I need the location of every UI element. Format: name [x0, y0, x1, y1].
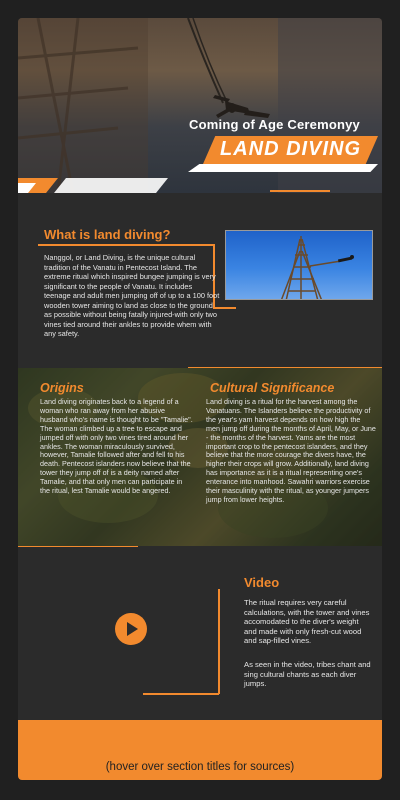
cultural-significance-heading[interactable]: Cultural Significance — [210, 381, 335, 395]
origins-heading[interactable]: Origins — [40, 381, 84, 395]
sources-hint: (hover over section titles for sources) — [105, 761, 295, 773]
divider-line — [218, 589, 220, 694]
tower-photo — [225, 230, 373, 300]
hero-subtitle: Coming of Age Ceremonyy — [189, 117, 360, 132]
origins-text: Land diving originates back to a legend of a woman who ran away from her abusive husband who's name is thought to be "Tamalie". The woman climbed up a tree to escape and jumped off with only two vines tired around her ankles. The woman miraculously survived, however, Tamalie followed after and fell to his death. Pentecost islanders now believe that the tower they jump off of is a deity named after Tamalie, and that only men can participate in the ritual, lest Tamalie would be angered. — [40, 397, 193, 496]
video-heading[interactable]: Video — [244, 575, 280, 590]
hero-banner — [18, 18, 382, 193]
what-is-heading[interactable]: What is land diving? — [44, 227, 171, 242]
video-text-2: As seen in the video, tribes chant and sing cultural chants as each diver jumps. — [244, 660, 371, 689]
divider-line — [143, 693, 219, 695]
footer-bar — [18, 720, 382, 780]
play-icon[interactable] — [115, 613, 147, 645]
cultural-significance-text: Land diving is a ritual for the harvest among the Vanatuans. The Islanders believe the productivity of the year's yam harvest depends on how high the men jump off during the months of April, May, or June - the months of the harvest. Yams are the most important crop to the pentecost islanders, and they believe that the more courage the divers have, the higher their crops will grow. Additionally, land diving has importance as it is a ritual representing one's enterance into manhood. Sawahri warriors exercise their masculinity with the ritual, as younger jumpers jump from lower heights. — [206, 397, 376, 504]
main-card — [18, 18, 382, 780]
video-text-1: The ritual requires very careful calculations, with the tower and vines accomodated to the diver's weight and made with only fresh-cut wood and sap-filled vines. — [244, 598, 370, 646]
what-is-text: Nanggol, or Land Diving, is the unique cultural tradition of the Vanatu in Pentecost Island. The extreme ritual which inspired bungee jumping is very significant to the people of Vanatu. It includes teenage and adult men jumping off of up to a 100 foot wooden tower aiming to land as close to the ground as possible without being fatally injured-with only two vines tied around their ankles to provide whem with any safety. — [44, 253, 220, 338]
divider-line — [270, 190, 330, 192]
page-title: LAND DIVING — [220, 138, 361, 160]
title-banner — [203, 136, 378, 164]
divider-line — [38, 244, 213, 246]
title-underlay — [188, 164, 378, 172]
tower-illustration — [226, 231, 373, 300]
